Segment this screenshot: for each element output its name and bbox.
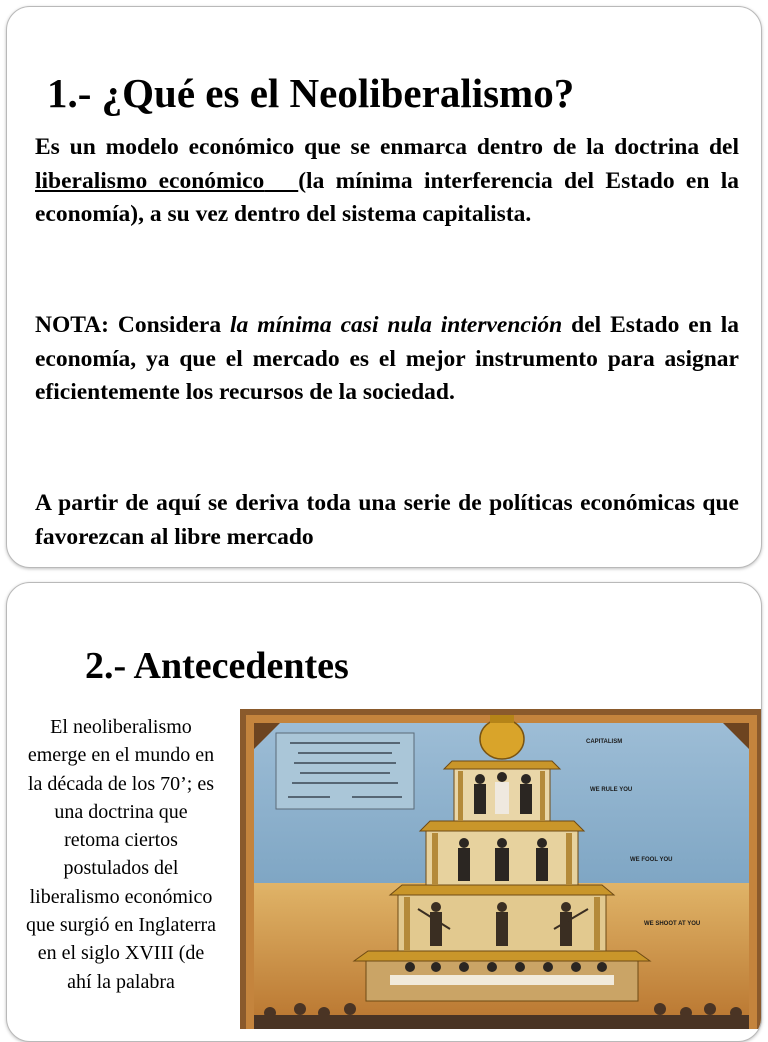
label-we-fool-you: WE FOOL YOU [630,857,673,863]
note-text-start: NOTA: Considera [35,312,231,338]
slide-2 [6,582,762,1042]
note-text-end: del Estado en la economía, ya que el mercado es el mejor instrumento para asignar eficientemente los recursos de la sociedad. [35,312,740,405]
poster-illustration [240,709,762,1029]
note-italic-text: la mínima casi nula intervención [230,312,563,338]
definition-text-end: (la mínima interferencia del Estado en la economía), a su vez dentro del sistema capitalista. [35,167,740,227]
underline-gap [264,168,298,194]
money-bag-neck [490,715,514,723]
underlined-term: liberalismo económico [35,167,265,194]
label-we-shoot-at-you: WE SHOOT AT YOU [644,921,701,927]
label-we-rule-you: WE RULE YOU [590,787,633,793]
conclusion-paragraph: A partir de aquí se deriva toda una serie de políticas económicas que favorezcan al libre mercado [35,490,739,550]
money-bag-icon [480,719,524,759]
slide-2-title: 2.- Antecedentes [85,645,349,687]
antecedentes-text: El neoliberalismo emerge en el mundo en la década de los 70’; es una doctrina que retoma ciertos postulados del liberalismo económico que surgió en Inglaterra en el siglo XVIII (de ahí la palabra [25,716,217,993]
label-capitalism: CAPITALISM [586,739,623,745]
liberalismo-economico-link [35,168,298,194]
pyramid-of-capitalist-system-poster [240,709,762,1029]
rulers-figures [474,772,532,814]
slide-1 [6,6,762,568]
slide-1-title: 1.- ¿Qué es el Neoliberalismo? [47,70,575,116]
definition-text-start: Es un modelo económico que se enmarca dentro de la doctrina del [35,134,739,160]
definition-paragraph [35,131,739,232]
note-paragraph [35,309,739,410]
